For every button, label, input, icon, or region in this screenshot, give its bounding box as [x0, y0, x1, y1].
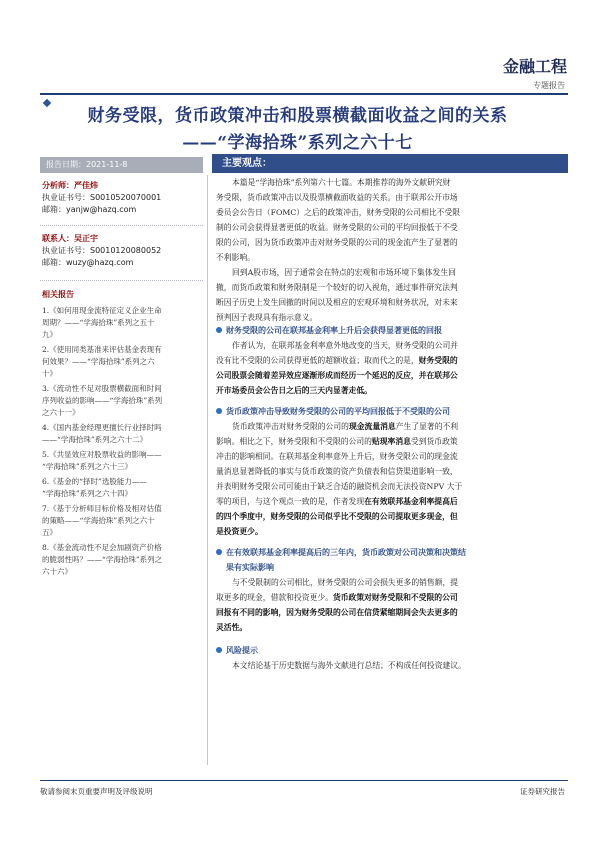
text-run: 开市场委员会公告日之后的三天内显著走低。 [216, 386, 372, 395]
text-run: 贴现率消息 [371, 437, 411, 446]
bullet-icon [216, 549, 222, 555]
report-title: 财务受限，货币政策冲击和股票横截面收益之间的关系 [87, 106, 508, 126]
text-run: 量消息显著降低的事实与货币政策的资产负债表和信贷渠道影响一致， [216, 467, 458, 476]
paragraph-line [216, 620, 568, 635]
footer-rule [40, 780, 568, 781]
related-report-line: 的脆弱性吗？——“学海拾珠”系列之 [42, 555, 163, 564]
related-report-line: 6.《基金的“择时”选股能力—— [42, 477, 147, 486]
column-divider [207, 175, 208, 765]
sidebar-divider [40, 280, 203, 281]
report-type: 专题报告 [533, 81, 565, 90]
paragraph-line [216, 509, 568, 524]
paragraph-line [216, 575, 568, 590]
text-run: 的四个季度中，财务受限的公司似乎比不受限的公司提取更多现金，但 [216, 512, 458, 521]
related-report-line: “学海拾珠”系列之六十三》 [42, 462, 133, 471]
paragraph-line: 限的公司，因为货币政策冲击对财务受限的公司的现金流产生了显著的 [216, 238, 458, 247]
text-run: 财务受限的 [418, 356, 458, 365]
intro-paragraph-2 [216, 265, 568, 325]
section-heading-text [226, 545, 466, 575]
related-report-item[interactable] [42, 305, 202, 341]
section-heading [216, 545, 568, 575]
heading-line: 果有实际影响 [226, 562, 274, 572]
analyst-cert: 执业证书号：S0010520070001 [42, 193, 162, 202]
text-run: 公司股票会随着差异效应逐渐形成而经历一个延迟的反应，并在联邦公 [216, 371, 458, 380]
text-run: 零的项目，与这个观点一致的是，作者发现 [216, 497, 365, 506]
paragraph-line: 制的公司会获得显著更低的收益。财务受限的公司的平均回报低于不受 [216, 223, 458, 232]
bullet-icon [216, 408, 222, 414]
paragraph-line [216, 419, 568, 434]
intro-section [216, 175, 568, 325]
contact-name: 联系人：吴正宇 [42, 234, 98, 243]
related-report-line: 1.《如何用现金流特征定义企业生命 [42, 306, 162, 315]
finding-section [216, 323, 568, 398]
text-run: 产生了显著的不利 [395, 422, 459, 431]
analyst-name: 分析师：严佳炜 [42, 181, 98, 190]
paragraph-line: 预判因子表现具有指示意义。 [216, 313, 318, 322]
paragraph-line [216, 434, 568, 449]
related-report-line: 4.《国内基金经理更擅长行业择时吗 [42, 423, 162, 432]
paragraph-line [216, 368, 568, 383]
text-run: 现金流量消息 [348, 422, 396, 431]
contact-cert: 执业证书号：S0010120080052 [42, 246, 162, 255]
paragraph-line [216, 353, 568, 368]
text-run: 影响。相比之下，财务受限和不受限的公司的 [216, 437, 372, 446]
related-report-item[interactable] [42, 503, 202, 539]
text-run: 与不受限制的公司相比，财务受限的公司会损失更多的销售额，提 [232, 578, 459, 587]
finding-section [216, 404, 568, 539]
related-report-line: 2.《使用同类基准来评估基金表现有 [42, 345, 162, 354]
section-heading-text: 财务受限的公司在联邦基金利率上升后会获得显著更低的回报 [226, 325, 442, 335]
paragraph-line [216, 449, 568, 464]
paragraph-line: 不利影响。 [216, 253, 255, 262]
report-date: 报告日期：2021-11-8 [40, 157, 203, 173]
finding-section [216, 545, 568, 635]
footer-disclaimer[interactable]: 敬请参阅末页重要声明及评级说明 [40, 787, 153, 796]
related-report-line: 的策略——“学海拾珠”系列之六十 [42, 516, 155, 525]
contact-block [42, 233, 202, 269]
related-report-line: 六十六》 [42, 567, 72, 576]
related-report-item[interactable] [42, 449, 202, 473]
paragraph-line [216, 524, 568, 539]
text-run: 受到货币政策 [410, 437, 458, 446]
related-report-line: 8.《基金流动性不足会加剧资产价格 [42, 543, 162, 552]
paragraph-line: 回到A股市场，因子通常会在特点的宏观和市场环境下集体发生回 [232, 268, 456, 277]
text-run: 没有比不受限的公司获得更低的超额收益；取而代之的是， [216, 356, 419, 365]
text-run: 作者认为，在联邦基金利率意外地改变的当天，财务受限的公司并 [232, 341, 459, 350]
text-run: 冲击的影响相同。在联邦基金利率意外上升后，财务受限公司的现金流 [216, 452, 458, 461]
bullet-icon [216, 647, 222, 653]
key-points-title: 主要观点： [222, 158, 272, 169]
related-report-line: 7.《基于分析师目标价格及相对估值 [42, 504, 162, 513]
paragraph-line: 撤，而货币政策和财务限制是一个较好的切入视角，通过事件研究法判 [216, 283, 458, 292]
text-run: 货币政策冲击对财务受限的公司的 [232, 422, 349, 431]
heading-line: 在有效联邦基金利率提高后的三年内，货币政策对公司决策和决策结 [226, 547, 466, 557]
paragraph-line [216, 479, 568, 494]
paragraph-line: 务受限，货币政策冲击以及股票横截面收益的关系。由于联邦公开市场 [216, 193, 458, 202]
related-report-line: 何效果？——“学海拾珠”系列之六 [42, 357, 155, 366]
text-run: 灵活性。 [216, 623, 248, 632]
text-run: 货币政策对财务受限和不受限的公司 [332, 593, 458, 602]
findings-sections [216, 323, 568, 673]
text-run: 是投资更少。 [216, 527, 263, 536]
related-report-line: “学海拾珠”系列之六十四》 [42, 489, 133, 498]
sidebar-divider [40, 225, 203, 226]
related-report-item[interactable] [42, 476, 202, 500]
paragraph-line: 委员会公告日（FOMC）之后的政策冲击，财务受限的公司相比不受限 [216, 208, 461, 217]
footer-label: 证券研究报告 [520, 787, 565, 796]
related-report-line: 周期？——“学海拾珠”系列之五十 [42, 318, 155, 327]
text-run: 回报有不同的影响，因为财务受限的公司在信贷紧缩期间会失去更多的 [216, 608, 458, 617]
related-reports [42, 289, 202, 581]
paragraph-line [216, 494, 568, 509]
related-report-item[interactable] [42, 383, 202, 419]
paragraph-line [216, 383, 568, 398]
related-report-item[interactable] [42, 422, 202, 446]
report-subtitle: ——“学海拾珠”系列之六十七 [182, 133, 413, 153]
related-report-line: 3.《流动性不足对股票横截面和时间 [42, 384, 162, 393]
text-run: 在有效联邦基金利率提高后 [364, 497, 458, 506]
section-heading [216, 643, 568, 658]
paragraph-line: 断因子历史上发生回撤的时间以及相应的宏观环境和财务状况，对未来 [216, 298, 458, 307]
text-run: 取更多的现金，借款和投资更少。 [216, 593, 333, 602]
related-report-line: 5.《共显效应对股票收益的影响—— [42, 450, 162, 459]
paragraph-line [216, 590, 568, 605]
analyst-block [42, 180, 202, 216]
paragraph-line: 本篇是“学海拾珠”系列第六十七篇。本期推荐的海外文献研究财 [232, 178, 451, 187]
section-heading [216, 404, 568, 419]
bullet-icon [216, 327, 222, 333]
finding-section [216, 643, 568, 673]
related-report-item[interactable] [42, 344, 202, 380]
header-rule [40, 93, 568, 95]
paragraph-line [216, 658, 568, 673]
analyst-email[interactable]: 邮箱：yanjw@hazq.com [42, 205, 137, 214]
related-report-line: 五》 [42, 528, 57, 537]
paragraph-line [216, 338, 568, 353]
section-heading-text: 货币政策冲击导致财务受限的公司的平均回报低于不受限的公司 [226, 406, 450, 416]
related-reports-list [42, 305, 202, 578]
related-report-line: ——“学海拾珠”系列之六十二》 [42, 435, 148, 444]
related-report-line: 序列收益的影响——“学海拾珠”系列 [42, 396, 163, 405]
section-heading [216, 323, 568, 338]
related-report-line: 十》 [42, 369, 57, 378]
intro-paragraph-1 [216, 175, 568, 265]
related-report-line: 九》 [42, 330, 57, 339]
paragraph-line [216, 605, 568, 620]
paragraph-line [216, 464, 568, 479]
text-run: 本文结论基于历史数据与海外文献进行总结；不构成任何投资建议。 [232, 661, 466, 670]
text-run: 并表明财务受限公司可能由于缺乏合适的融资机会而无法投资NPV 大于 [216, 482, 463, 491]
related-report-line: 之六十一》 [42, 408, 80, 417]
brand-title: 金融工程 [502, 57, 567, 76]
contact-email[interactable]: 邮箱：wuzy@hazq.com [42, 258, 134, 267]
related-report-item[interactable] [42, 542, 202, 578]
related-reports-title: 相关报告 [42, 290, 74, 299]
section-heading-text: 风险提示 [226, 645, 258, 655]
